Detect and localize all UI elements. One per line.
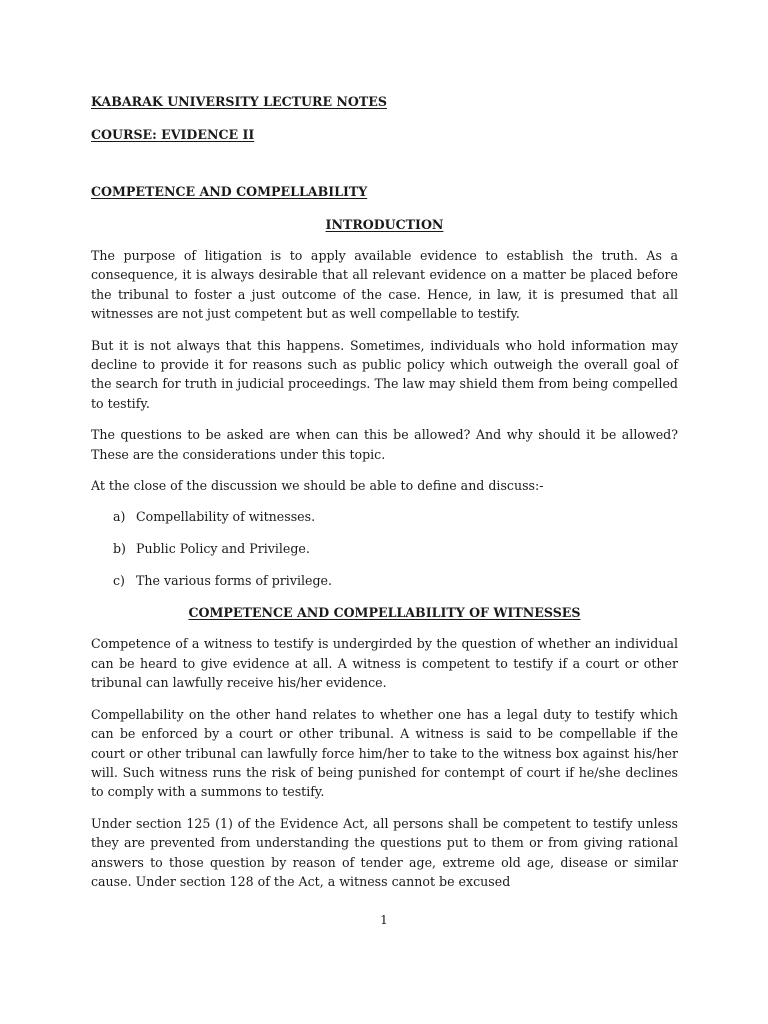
intro-paragraph-2: But it is not always that this happens. Sometimes, individuals who hold information may decline to provide it for reasons such as public policy which outweigh the overall goal of the search for truth in judicial proceedings. The law may shield them from being compelled to testify. bbox=[91, 337, 678, 411]
intro-paragraph-1: The purpose of litigation is to apply available evidence to establish the truth. As a consequence, it is always desirable that all relevant evidence on a matter be placed before the tribunal to foster a just outcome of the case. Hence, in law, it is presumed that all witnesses are not just competent but as well compellable to testify. bbox=[91, 248, 678, 322]
list-marker: c) bbox=[113, 573, 125, 589]
course-heading: COURSE: EVIDENCE II bbox=[91, 127, 255, 142]
section-paragraph-3: Under section 125 (1) of the Evidence Act, all persons shall be competent to testify unless they are prevented from understanding the questions put to them or from giving rational answers to those question by reason of tender age, extreme old age, disease or similar cause. Under section 128 of the Act, a witness cannot be excused bbox=[91, 815, 678, 889]
university-heading: KABARAK UNIVERSITY LECTURE NOTES bbox=[91, 94, 387, 109]
page-content bbox=[91, 92, 678, 903]
section-paragraph-2: Compellability on the other hand relates to whether one has a legal duty to testify which can be enforced by a court or other tribunal. A witness is said to be compellable if the court or other tribunal can lawfully force him/her to take to the witness box against his/her will. Such witness runs the risk of being punished for contempt of court if he/she declines to comply with a summons to testify. bbox=[91, 706, 678, 800]
intro-paragraph-3: The questions to be asked are when can this be allowed? And why should it be allowed? These are the considerations under this topic. bbox=[91, 427, 678, 462]
list-item-text: Public Policy and Privilege. bbox=[136, 541, 310, 557]
introduction-heading: INTRODUCTION bbox=[325, 217, 444, 232]
list-item bbox=[113, 571, 678, 590]
list-item-text: The various forms of privilege. bbox=[136, 573, 332, 589]
topic-title: COMPETENCE AND COMPELLABILITY bbox=[91, 184, 368, 199]
list-item bbox=[113, 507, 678, 526]
list-marker: a) bbox=[113, 509, 126, 525]
list-item bbox=[113, 539, 678, 558]
section-heading: COMPETENCE AND COMPELLABILITY OF WITNESSES bbox=[188, 605, 581, 621]
page-number: 1 bbox=[380, 913, 388, 927]
objectives-list bbox=[91, 507, 678, 590]
section-paragraph-1: Competence of a witness to testify is undergirded by the question of whether an individual can be heard to give evidence at all. A witness is competent to testify if a court or other tribunal can lawfully receive his/her evidence. bbox=[91, 636, 678, 691]
list-marker: b) bbox=[113, 541, 126, 557]
list-item-text: Compellability of witnesses. bbox=[136, 509, 316, 525]
intro-paragraph-4: At the close of the discussion we should be able to define and discuss:- bbox=[91, 478, 544, 494]
